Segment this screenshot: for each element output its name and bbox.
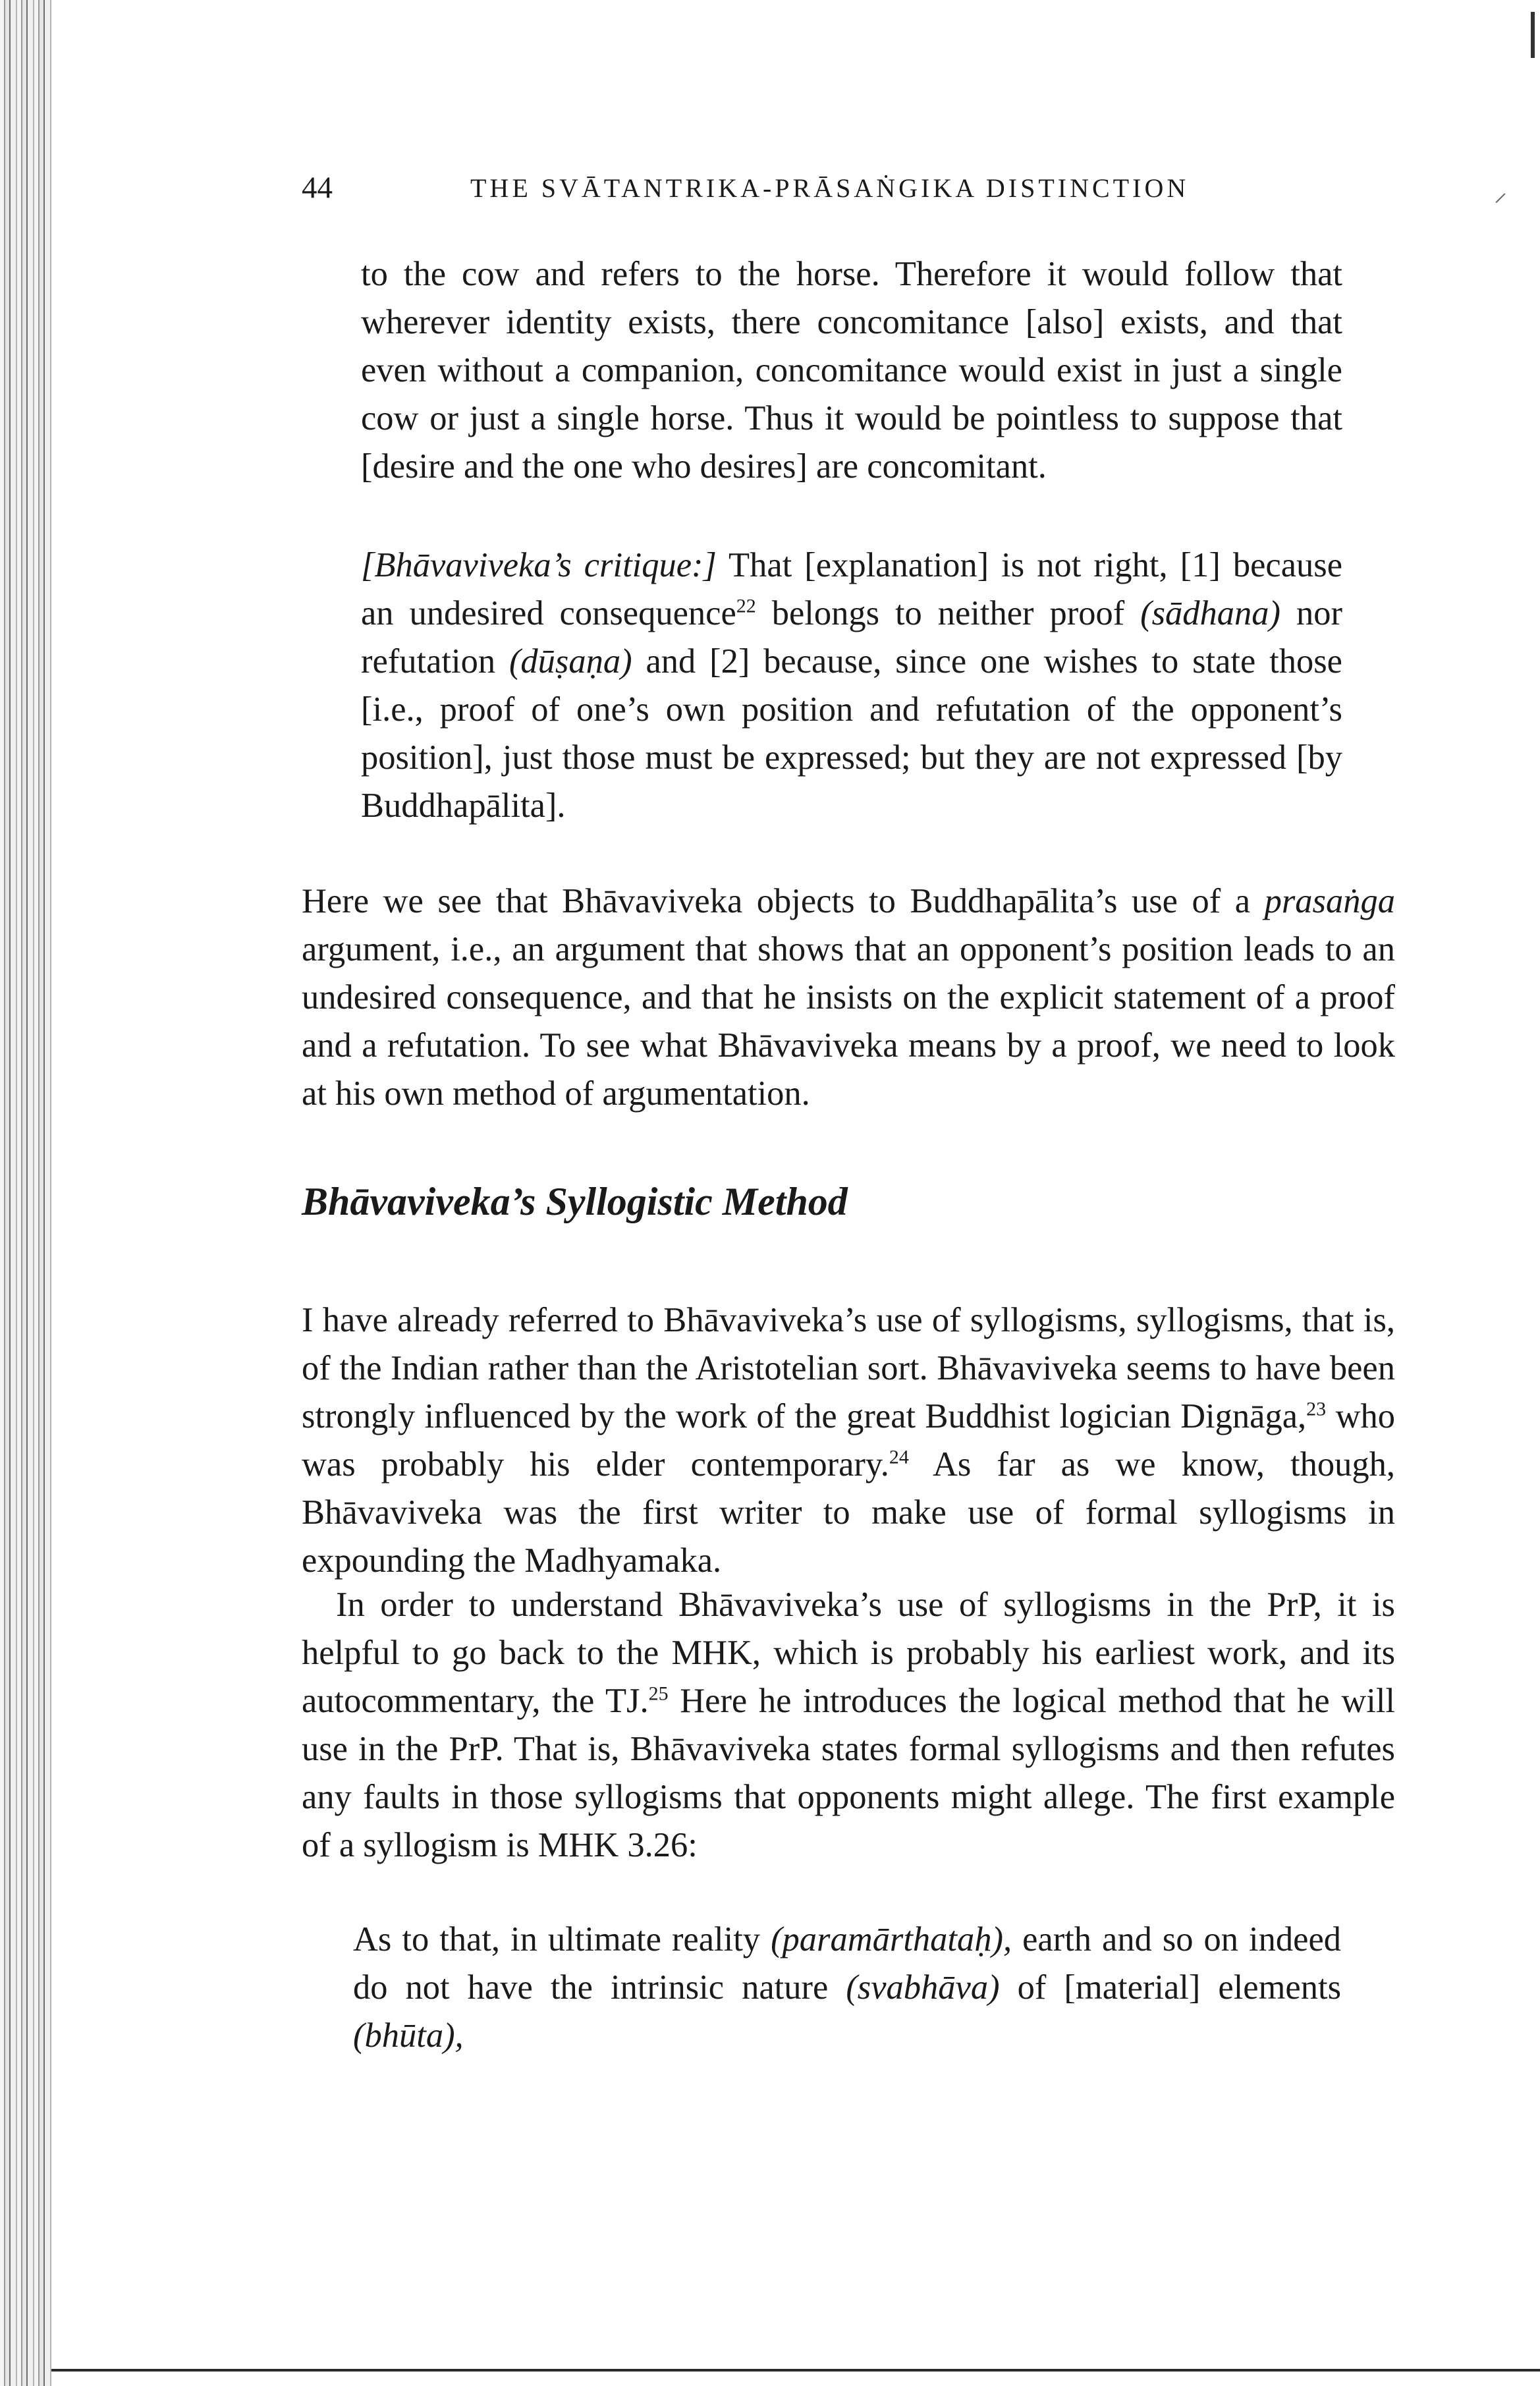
block-quote-mhk-3-26 [353, 1916, 1341, 2060]
quote-text: That [explanation] is not right, [1] because an undesired consequence [361, 546, 1342, 632]
scan-corner-mark [1531, 12, 1535, 58]
paragraph-syllogisms [302, 1296, 1395, 1585]
term-paramarthatah: (paramārthataḥ), [771, 1920, 1012, 1958]
quote-text: and [2] because, since one wishes to state those [i.e., proof of one’s own position and refutation of the opponent’s position], just those must be expressed; but they are not expressed [by Buddhapālita]. [361, 642, 1342, 825]
footnote-ref-25[interactable]: 25 [648, 1682, 669, 1705]
footnote-ref-24[interactable]: 24 [889, 1446, 909, 1468]
term-svabhava: (svabhāva) [846, 1968, 1000, 2007]
term-sadhana: (sādhana) [1140, 594, 1281, 632]
stray-pen-mark: ⸝ [1494, 177, 1507, 207]
paragraph-text: As far as we know, though, Bhāvaviveka was the first writer to make use of formal syllogisms in expounding the Madhyamaka. [302, 1445, 1395, 1580]
quote-text: belongs to neither proof [756, 594, 1141, 632]
quote-text: earth and so on indeed do not have the intrinsic nature [353, 1920, 1341, 2007]
paragraph-text: Here we see that Bhāvaviveka objects to Buddhapālita’s use of a [302, 882, 1265, 920]
running-title: THE SVĀTANTRIKA-PRĀSAṄGIKA DISTINCTION [470, 173, 1190, 203]
footnote-ref-23[interactable]: 23 [1306, 1398, 1327, 1420]
quote-text: to the cow and refers to the horse. Therefore it would follow that wherever identity exists, there concomitance [also] exists, and that even without a companion, concomitance would exist in just a single cow or just a single horse. Thus it would be pointless to suppose that [desire and the one who desires] are concomitant. [361, 255, 1342, 486]
critique-label: [Bhāvaviveka’s critique:] [361, 546, 717, 584]
section-heading: Bhāvaviveka’s Syllogistic Method [302, 1180, 848, 1223]
term-bhuta: (bhūta), [353, 2016, 464, 2055]
quote-text: As to that, in ultimate reality [353, 1920, 771, 1958]
quote-text: nor refutation [361, 594, 1342, 680]
paragraph-text: Here he introduces the logical method that he will use in the PrP. That is, Bhāvaviveka states formal syllogisms and then refutes any faults in those syllogisms that opponents might allege. The first example of a syllogism is MHK 3.26: [302, 1682, 1395, 1864]
quote-text: of [material] elements [999, 1968, 1342, 2007]
paragraph-text: who was probably his elder contemporary. [302, 1397, 1395, 1484]
scan-bottom-edge [51, 2369, 1540, 2372]
paragraph-mhk [302, 1581, 1395, 1870]
paragraph-text: argument, i.e., an argument that shows that an opponent’s position leads to an undesired consequence, and that he insists on the explicit statement of a proof and a refutation. To see what Bhāvaviveka means by a proof, we need to look at his own method of argumentation. [302, 930, 1395, 1113]
paragraph-text: In order to understand Bhāvaviveka’s use of syllogisms in the PrP, it is helpful to go back to the MHK, which is probably his earliest work, and its autocommentary, the TJ. [302, 1586, 1395, 1720]
term-dusana: (dūṣaṇa) [509, 642, 632, 680]
paragraph-text: I have already referred to Bhāvaviveka’s use of syllogisms, syllogisms, that is, of the Indian rather than the Aristotelian sort. Bhāvaviveka seems to have been strongly influenced by the work of the great Buddhist logician Dignāga, [302, 1301, 1395, 1435]
scan-gutter [0, 0, 51, 2386]
paragraph-prasanga [302, 877, 1395, 1118]
block-quote-cow-horse [361, 250, 1342, 491]
block-quote-critique [361, 541, 1342, 830]
term-prasanga: prasaṅga [1264, 882, 1395, 920]
running-head [302, 170, 1527, 216]
footnote-ref-22[interactable]: 22 [736, 595, 756, 617]
page-number: 44 [302, 171, 333, 205]
